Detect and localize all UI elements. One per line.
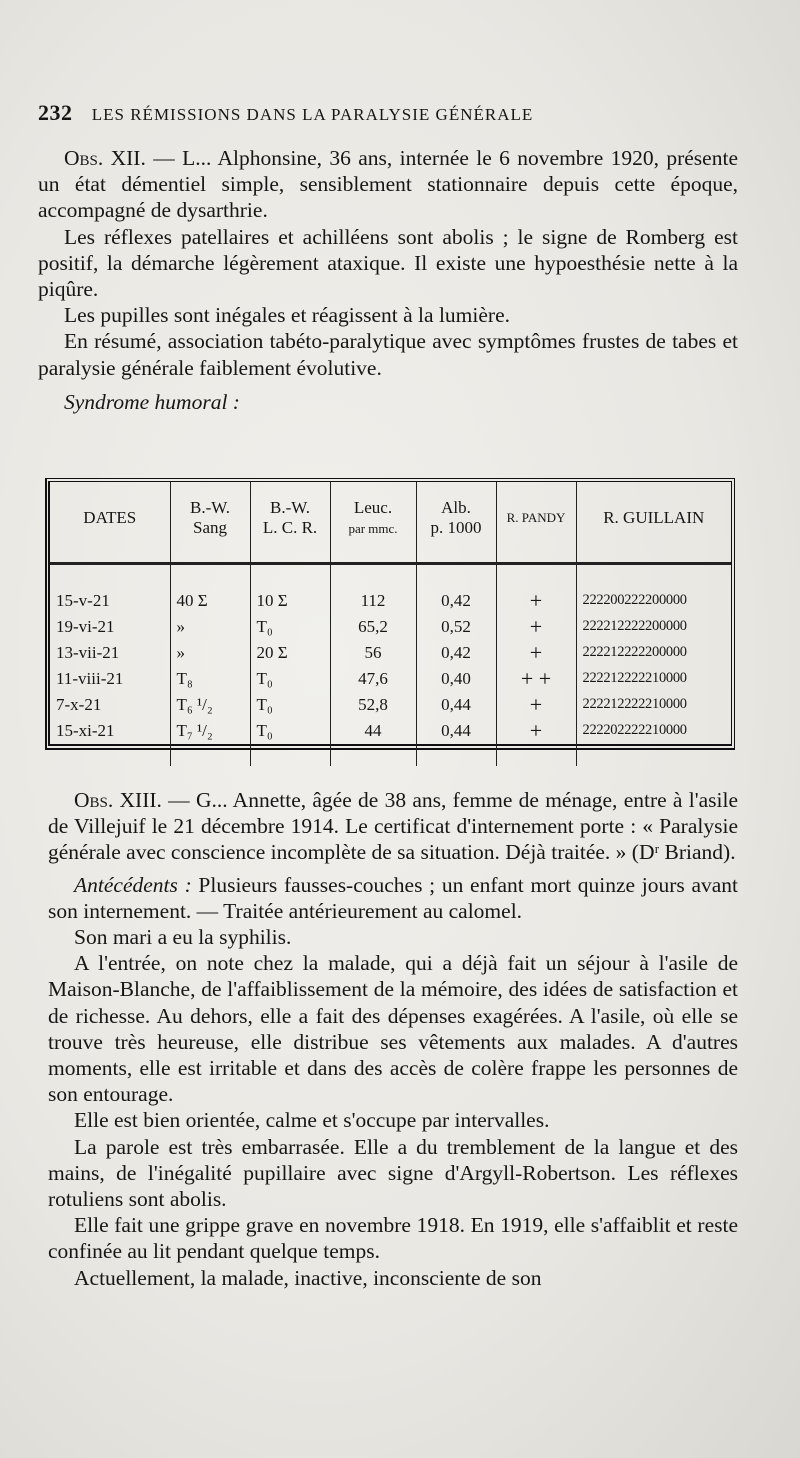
cell-date: 15-v-21	[50, 588, 170, 614]
cell-leuc: 47,6	[330, 666, 416, 692]
cell-bw-sang: T₆ ¹/₂	[170, 692, 250, 718]
obs12-paragraph-1	[38, 145, 738, 224]
table-row	[50, 666, 731, 692]
table-row	[50, 692, 731, 718]
header-bw-lcr-line1: B.-W.	[270, 498, 310, 517]
header-alb	[416, 482, 496, 554]
cell-guillain: 222200222200000	[582, 592, 687, 608]
header-bw-sang-line1: B.-W.	[190, 498, 230, 517]
humoral-table-frame	[45, 478, 735, 750]
table-row	[50, 640, 731, 666]
cell-bw-lcr: T₀	[250, 666, 330, 692]
observation-13	[48, 787, 738, 1291]
obs12-paragraph-2: Les réflexes patellaires et achilléens sont abolis ; le signe de Romberg est positif, la démarche légèrement ataxique. Il existe une hypoesthésie nette à la piqûre.	[38, 224, 738, 302]
cell-guillain: 222202222210000	[582, 722, 687, 738]
cell-pandy: +	[496, 640, 576, 666]
obs13-lead: Obs. XIII.	[74, 788, 162, 812]
obs13-paragraph-1	[48, 787, 738, 866]
header-leuc-line1: Leuc.	[353, 497, 393, 517]
table-row	[50, 718, 731, 744]
cell-guillain: 222212222200000	[582, 618, 687, 634]
header-leuc-line2: par mmc.	[348, 520, 398, 536]
cell-leuc: 52,8	[330, 692, 416, 718]
header-separator	[50, 554, 731, 564]
table-body	[50, 588, 731, 744]
obs12-text-1: — L... Alphonsine, 36 ans, internée le 6 novembre 1920, présente un état démentiel simple, sensiblement stationnaire depuis cette époque, accompagné de dysarthrie.	[38, 146, 738, 223]
page-number: 232	[38, 100, 73, 125]
cell-bw-sang: T₈	[170, 666, 250, 692]
obs13-paragraph-7: Elle fait une grippe grave en novembre 1918. En 1919, elle s'affaiblit et reste confinée au lit pendant quelque temps.	[48, 1213, 738, 1264]
cell-leuc: 65,2	[330, 614, 416, 640]
header-bw-sang	[170, 482, 250, 554]
running-title: LES RÉMISSIONS DANS LA PARALYSIE GÉNÉRALE	[91, 105, 534, 124]
cell-bw-sang: »	[170, 640, 250, 666]
cell-date: 11-viii-21	[50, 666, 170, 692]
cell-pandy: + +	[496, 666, 576, 692]
obs12-lead: Obs. XII.	[64, 146, 146, 170]
obs12-paragraph-4: En résumé, association tabéto-paralytique avec symptômes frustes de tabes et paralysie générale faiblement évolutive.	[38, 329, 738, 380]
cell-bw-sang: »	[170, 614, 250, 640]
header-dates: DATES	[50, 482, 170, 554]
table-header-row	[50, 482, 731, 554]
obs13-paragraph-3: Son mari a eu la syphilis.	[74, 925, 292, 950]
cell-date: 19-vi-21	[50, 614, 170, 640]
obs13-paragraph-5: Elle est bien orientée, calme et s'occupe par intervalles.	[74, 1108, 550, 1133]
obs13-text-1: — G... Annette, âgée de 38 ans, femme de ménage, entre à l'asile de Villejuif le 21 décembre 1914. Le certificat d'internement porte : « Paralysie générale avec conscience incomplète de sa situation. Déjà traitée. » (Dʳ Briand).	[48, 788, 738, 865]
cell-bw-lcr: T₀	[250, 614, 330, 640]
cell-bw-sang: T₇ ¹/₂	[170, 718, 250, 744]
table-row	[50, 588, 731, 614]
header-pandy: R. PANDY	[496, 482, 576, 554]
obs13-paragraph-4: A l'entrée, on note chez la malade, qui a déjà fait un séjour à l'asile de Maison-Blanche, de l'affaiblissement de la mémoire, des idées de satisfaction et de richesse. Au dehors, elle a fait des dépenses exagérées. A l'asile, où elle se trouve très heureuse, elle distribue ses vêtements aux malades. A d'autres moments, elle est irritable et dans des accès de colère frappe les personnes de son entourage.	[48, 951, 738, 1107]
header-bw-lcr	[250, 482, 330, 554]
observation-12	[38, 145, 738, 415]
cell-leuc: 56	[330, 640, 416, 666]
header-guillain: R. GUILLAIN	[603, 508, 705, 527]
cell-bw-lcr: 20 Σ	[250, 640, 330, 666]
cell-guillain: 222212222210000	[582, 696, 687, 712]
antecedents-label: Antécédents :	[74, 872, 192, 897]
cell-alb: 0,52	[416, 614, 496, 640]
cell-bw-lcr: T₀	[250, 718, 330, 744]
humoral-table	[50, 482, 731, 766]
cell-leuc: 112	[330, 588, 416, 614]
cell-bw-lcr: T₀	[250, 692, 330, 718]
header-bw-lcr-line2: L. C. R.	[262, 518, 318, 537]
cell-pandy: +	[496, 692, 576, 718]
obs12-paragraph-3: Les pupilles sont inégales et réagissent à la lumière.	[64, 303, 510, 328]
cell-alb: 0,40	[416, 666, 496, 692]
obs13-paragraph-8: Actuellement, la malade, inactive, inconsciente de son	[74, 1265, 542, 1290]
cell-alb: 0,44	[416, 718, 496, 744]
cell-guillain: 222212222210000	[582, 670, 687, 686]
table-row	[50, 614, 731, 640]
obs13-paragraph-2	[48, 872, 738, 924]
cell-date: 15-xi-21	[50, 718, 170, 744]
cell-alb: 0,44	[416, 692, 496, 718]
cell-pandy: +	[496, 614, 576, 640]
header-leuc	[330, 482, 416, 554]
cell-alb: 0,42	[416, 588, 496, 614]
cell-date: 7-x-21	[50, 692, 170, 718]
cell-alb: 0,42	[416, 640, 496, 666]
cell-leuc: 44	[330, 718, 416, 744]
cell-bw-sang: 40 Σ	[170, 588, 250, 614]
syndrome-label: Syndrome humoral :	[64, 389, 240, 414]
cell-bw-lcr: 10 Σ	[250, 588, 330, 614]
cell-guillain: 222212222200000	[582, 644, 687, 660]
running-header	[38, 100, 718, 126]
header-alb-line2: p. 1000	[430, 518, 482, 537]
cell-pandy: +	[496, 588, 576, 614]
obs13-paragraph-6: La parole est très embarrasée. Elle a du tremblement de la langue et des mains, de l'inégalité pupillaire avec signe d'Argyll-Robertson. Les réflexes rotuliens sont abolis.	[48, 1134, 738, 1212]
header-bw-sang-line2: Sang	[193, 518, 227, 537]
cell-date: 13-vii-21	[50, 640, 170, 666]
cell-pandy: +	[496, 718, 576, 744]
header-alb-line1: Alb.	[441, 498, 471, 517]
obs13-text-2: Plusieurs fausses-couches ; un enfant mort quinze jours avant son internement. — Traitée antérieurement au calomel.	[48, 872, 738, 923]
